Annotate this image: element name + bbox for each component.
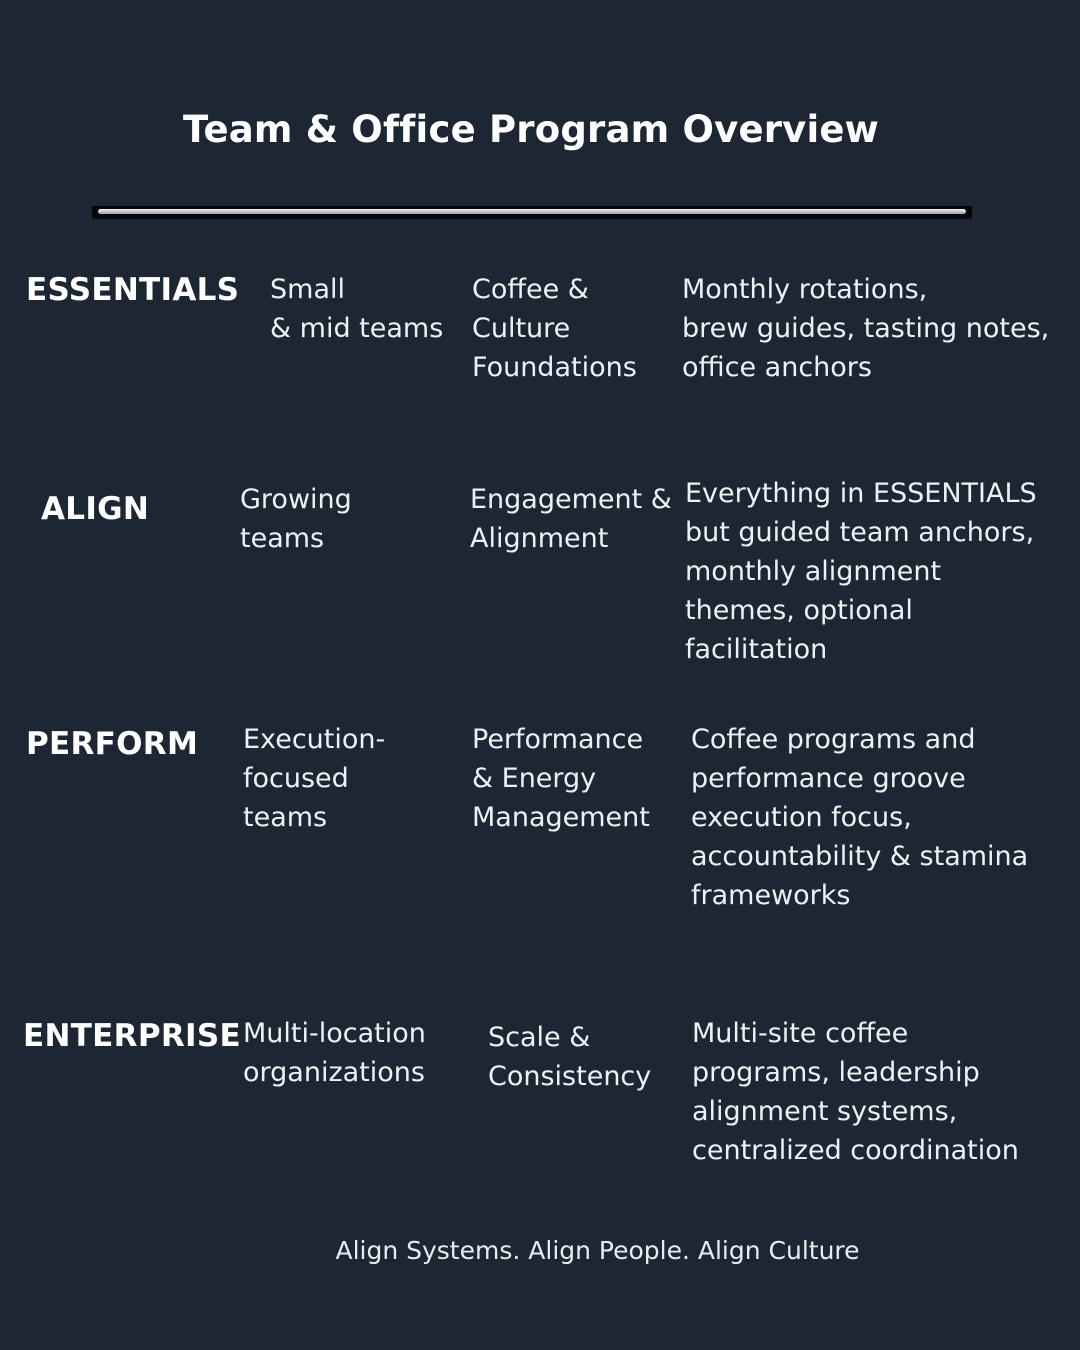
tier-audience-enterprise: Multi-location organizations (243, 1018, 426, 1088)
tier-name-perform: PERFORM (26, 726, 199, 762)
tier-focus-perform: Performance & Energy Management (472, 724, 650, 833)
tier-name-essentials: ESSENTIALS (26, 272, 240, 308)
tier-description-essentials: Monthly rotations, brew guides, tasting notes, office anchors (682, 274, 1050, 383)
divider-highlight (98, 209, 966, 214)
tier-description-align: Everything in ESSENTIALS but guided team anchors, monthly alignment themes, optional facilitation (685, 478, 1037, 665)
tier-description-perform: Coffee programs and performance groove execution focus, accountability & stamina frameworks (691, 724, 1029, 911)
tier-description-enterprise: Multi-site coffee programs, leadership alignment systems, centralized coordination (692, 1018, 1019, 1166)
tier-focus-align: Engagement & Alignment (470, 484, 672, 554)
tier-audience-perform: Execution- focused teams (243, 724, 386, 833)
footer-tagline: Align Systems. Align People. Align Culture (335, 1236, 860, 1265)
tier-audience-align: Growing teams (240, 484, 352, 554)
title-divider (92, 206, 972, 219)
tier-audience-essentials: Small & mid teams (270, 274, 444, 344)
tier-name-enterprise: ENTERPRISE (23, 1018, 241, 1054)
tier-focus-essentials: Coffee & Culture Foundations (472, 274, 637, 383)
tier-focus-enterprise: Scale & Consistency (488, 1022, 652, 1092)
tier-name-align: ALIGN (41, 491, 150, 527)
page-title: Team & Office Program Overview (182, 108, 880, 151)
